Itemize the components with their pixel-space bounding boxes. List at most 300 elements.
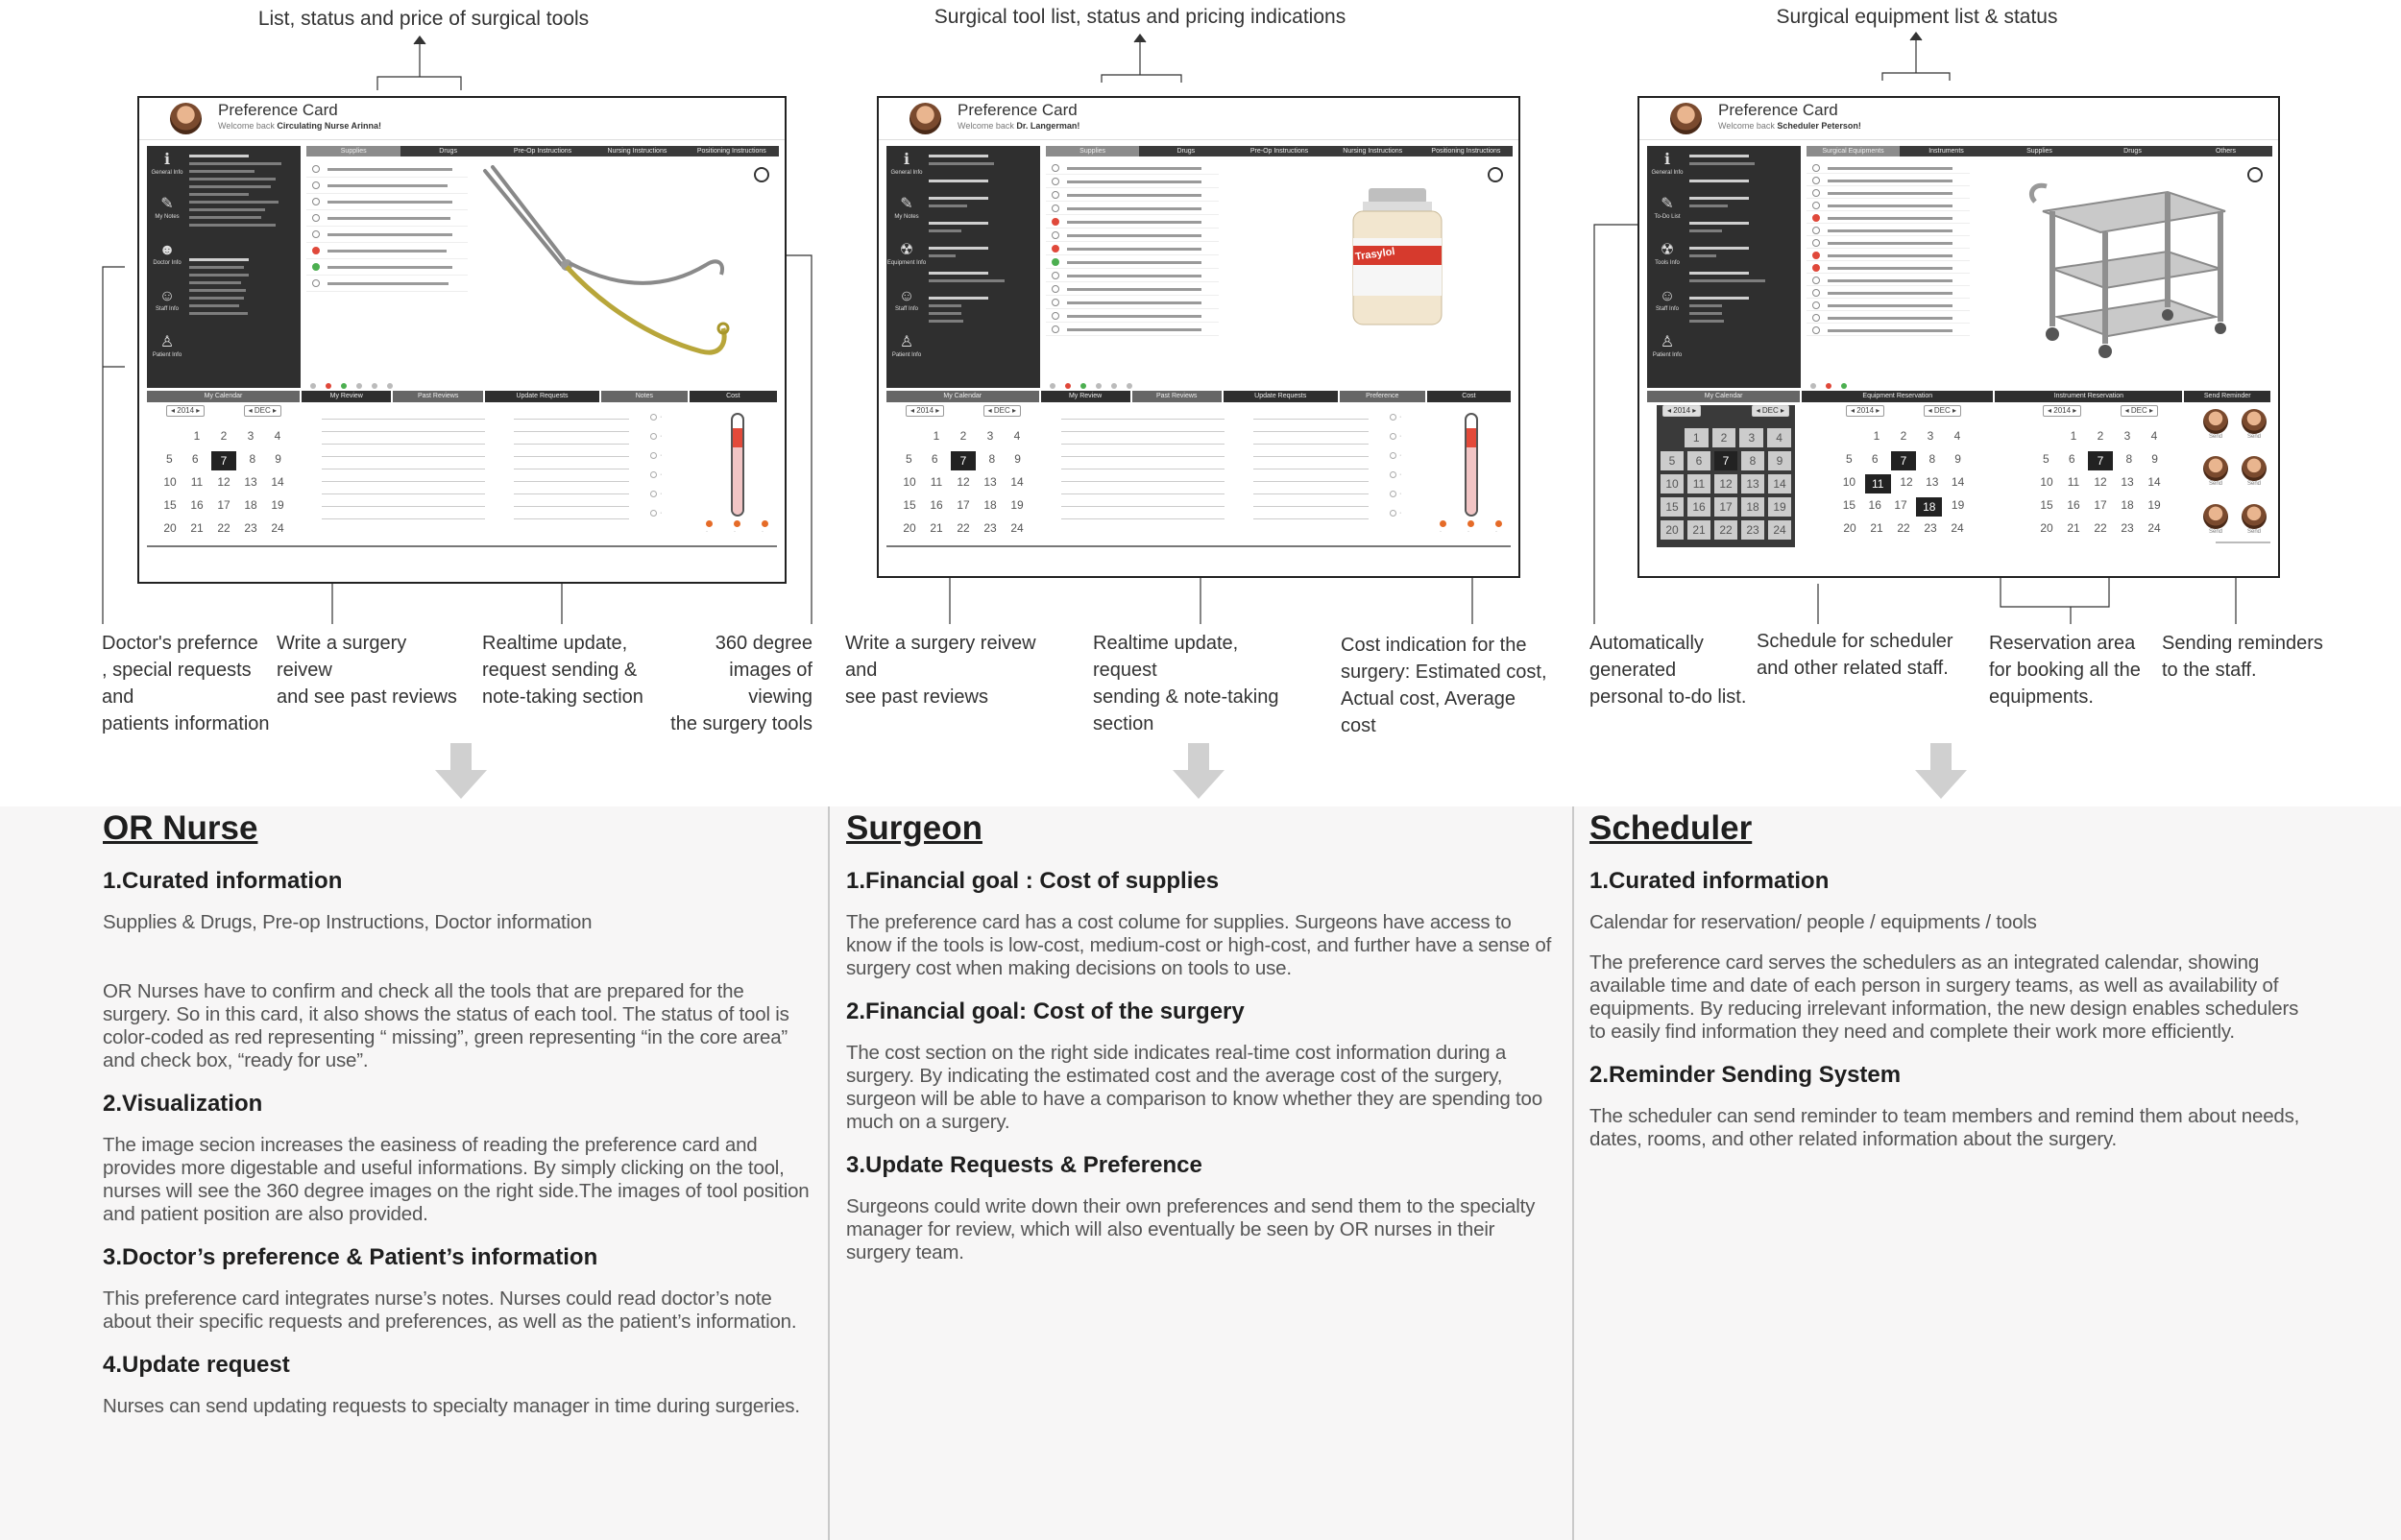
calendar-day-selected[interactable]: 11 (1865, 474, 1891, 493)
tab-instruments[interactable]: Instruments (1900, 146, 1993, 156)
calendar-day[interactable]: 17 (2094, 498, 2107, 512)
sidebar-item-staff-info[interactable] (886, 288, 927, 313)
calendar-day[interactable]: 24 (271, 521, 284, 535)
tab-supplies[interactable]: Supplies (306, 146, 400, 156)
tab-cost[interactable]: Cost (1427, 391, 1511, 402)
sidebar-label: Staff Info (1656, 306, 1679, 312)
calendar-day[interactable]: 9 (2151, 452, 2158, 466)
calendar-day[interactable]: 11 (190, 475, 204, 489)
table-row[interactable] (1807, 236, 1970, 249)
calendar-day[interactable]: 1 (2070, 429, 2077, 443)
calendar-day[interactable]: 21 (930, 521, 943, 535)
tab-my-calendar[interactable]: My Calendar (1647, 391, 1800, 402)
table-row[interactable] (1807, 186, 1970, 199)
table-row[interactable] (1807, 274, 1970, 286)
tab-cost[interactable]: Cost (690, 391, 777, 402)
tab-bar (1046, 146, 1513, 156)
tab-others[interactable]: Others (2179, 146, 2272, 156)
table-row[interactable] (1046, 309, 1219, 323)
calendar-day[interactable]: 12 (217, 475, 230, 489)
tab-surgical-equipments[interactable]: Surgical Equipments (1807, 146, 1900, 156)
calendar-day[interactable]: 4 (1953, 429, 1961, 443)
calendar-day[interactable]: 10 (903, 475, 916, 489)
tool-360-image[interactable] (475, 159, 777, 373)
calendar-day[interactable]: 14 (1010, 475, 1024, 489)
table-row[interactable] (1807, 299, 1970, 311)
calendar-day[interactable]: 3 (247, 429, 255, 443)
tab-update-requests[interactable]: Update Requests (485, 391, 599, 402)
annotation-surgeon-realtime (1093, 630, 1304, 737)
tab-supplies[interactable]: Supplies (1046, 146, 1139, 156)
table-row[interactable] (306, 276, 468, 292)
tab-positioning[interactable]: Positioning Instructions (1419, 146, 1513, 156)
calendar-day[interactable]: 16 (1687, 497, 1710, 517)
calendar-day[interactable]: 17 (1894, 498, 1907, 512)
annotation-line: Realtime update, request (1093, 633, 1239, 681)
month-selector[interactable]: ◂ DEC ▸ (244, 405, 281, 417)
calendar-day[interactable]: 3 (986, 429, 994, 443)
calendar-day[interactable]: 19 (1010, 498, 1024, 512)
calendar-day[interactable]: 16 (190, 498, 204, 512)
calendar-day[interactable]: 17 (1714, 497, 1737, 517)
sidebar-item-staff-info[interactable] (147, 288, 187, 313)
calendar-day[interactable]: 3 (1739, 428, 1763, 447)
table-row[interactable] (1046, 269, 1219, 282)
annotation-surgeon-cost (1341, 632, 1552, 739)
calendar-day[interactable]: 17 (957, 498, 970, 512)
table-row[interactable] (1046, 242, 1219, 255)
calendar-day[interactable]: 13 (1926, 475, 1939, 489)
calendar-day[interactable]: 2 (1712, 428, 1736, 447)
calendar-day[interactable]: 4 (1767, 428, 1791, 447)
calendar-day[interactable]: 24 (1010, 521, 1024, 535)
calendar-day[interactable]: 5 (1846, 452, 1853, 466)
tab-positioning[interactable]: Positioning Instructions (685, 146, 779, 156)
column-divider (828, 806, 830, 1540)
year-selector[interactable]: ◂ 2014 ▸ (906, 405, 944, 417)
calendar-day[interactable]: 16 (930, 498, 943, 512)
bottom-tab-bar (886, 391, 1511, 402)
calendar-day[interactable]: 21 (1687, 520, 1710, 540)
tab-my-review[interactable]: My Review (1041, 391, 1130, 402)
year-selector[interactable]: ◂ 2014 ▸ (166, 405, 205, 417)
calendar-day[interactable]: 14 (1951, 475, 1965, 489)
calendar-day[interactable]: 20 (2040, 521, 2053, 535)
calendar-day[interactable]: 6 (1687, 451, 1710, 470)
calendar-day[interactable]: 24 (1951, 521, 1964, 535)
table-row[interactable] (306, 259, 468, 276)
calendar-day[interactable]: 12 (2094, 475, 2107, 489)
calendar-day[interactable]: 10 (1661, 474, 1684, 493)
annotation-line: for booking all the (1989, 660, 2141, 681)
calendar-day[interactable] (1659, 426, 1683, 449)
send-button[interactable]: · (650, 445, 689, 465)
update-requests-input[interactable] (514, 407, 629, 541)
send-button[interactable]: · (1390, 465, 1428, 484)
staff-member[interactable] (2235, 456, 2273, 495)
tab-pre-op[interactable]: Pre-Op Instructions (1232, 146, 1325, 156)
cost-indicators: · · · (706, 520, 768, 535)
calendar-day[interactable]: 6 (931, 452, 938, 466)
table-row[interactable] (1807, 161, 1970, 174)
calendar-day[interactable]: 2 (1900, 429, 1907, 443)
staff-icon: ☺ (158, 288, 176, 304)
preference-notes (189, 150, 298, 384)
calendar-day-selected[interactable]: 18 (1916, 497, 1942, 517)
sidebar-item-general-info[interactable] (886, 152, 927, 177)
calendar-day[interactable]: 8 (2125, 452, 2133, 466)
calendar-day[interactable]: 12 (1714, 474, 1737, 493)
year-selector[interactable]: ◂ 2014 ▸ (2043, 405, 2081, 417)
equipment-image[interactable] (1985, 159, 2270, 373)
table-row[interactable] (306, 161, 468, 178)
welcome-line (218, 121, 381, 131)
send-button[interactable]: · (650, 465, 689, 484)
table-row[interactable] (1046, 323, 1219, 336)
send-button[interactable]: · (1390, 503, 1428, 522)
table-row[interactable] (1807, 199, 1970, 211)
calendar-day[interactable]: 16 (2067, 498, 2080, 512)
calendar-day[interactable]: 15 (1842, 498, 1856, 512)
tab-supplies[interactable]: Supplies (1993, 146, 2086, 156)
sidebar-item-patient-info[interactable] (1647, 334, 1687, 359)
send-button[interactable]: · (650, 407, 689, 426)
pencil-icon: ✎ (900, 196, 913, 212)
table-row[interactable] (306, 243, 468, 259)
forceps-image (475, 159, 764, 373)
calendar-day[interactable]: 21 (1870, 521, 1883, 535)
caption-nurse-top: List, status and price of surgical tools (257, 8, 590, 30)
sidebar-item-patient-info[interactable] (147, 334, 187, 359)
welcome-line (1718, 121, 1861, 131)
calendar-day[interactable]: 22 (957, 521, 970, 535)
calendar-day[interactable]: 6 (191, 452, 199, 466)
calendar-day[interactable]: 1 (933, 429, 940, 443)
sidebar-item-doctor-info[interactable] (147, 242, 187, 267)
calendar-day[interactable]: 9 (1014, 452, 1021, 466)
tab-drugs[interactable]: Drugs (2086, 146, 2179, 156)
tab-pre-op[interactable]: Pre-Op Instructions (496, 146, 590, 156)
supply-table (306, 161, 468, 374)
my-review-input[interactable] (322, 407, 485, 541)
tab-drugs[interactable]: Drugs (400, 146, 495, 156)
tab-nursing[interactable]: Nursing Instructions (590, 146, 684, 156)
calendar-day[interactable]: 16 (1868, 498, 1881, 512)
month-selector[interactable]: ◂ DEC ▸ (1924, 405, 1961, 417)
annotation-line: see past reviews (845, 686, 988, 708)
cost-indicators: · · · (1440, 520, 1502, 535)
tab-equipment-reservation[interactable]: Equipment Reservation (1802, 391, 1993, 402)
send-button[interactable]: · (650, 503, 689, 522)
table-row[interactable] (1807, 174, 1970, 186)
staff-member[interactable] (2196, 456, 2235, 495)
calendar-day[interactable]: 12 (957, 475, 970, 489)
calendar-day[interactable]: 15 (2040, 498, 2053, 512)
tab-drugs[interactable]: Drugs (1139, 146, 1232, 156)
tab-instrument-reservation[interactable]: Instrument Reservation (1995, 391, 2182, 402)
welcome-text: Welcome back (1718, 121, 1775, 131)
send-button[interactable]: · (650, 484, 689, 503)
calendar-day[interactable]: 23 (244, 521, 257, 535)
calendar-day[interactable]: 15 (163, 498, 177, 512)
tab-preference[interactable]: Preference (1340, 391, 1425, 402)
table-row[interactable] (1807, 261, 1970, 274)
table-row[interactable] (1046, 202, 1219, 215)
rotate-360-icon[interactable] (754, 167, 769, 182)
calendar-day[interactable]: 2 (2097, 429, 2104, 443)
nurse-preference-card (137, 96, 787, 584)
calendar-day[interactable]: 23 (1924, 521, 1937, 535)
sidebar-item-general-info[interactable] (1647, 152, 1687, 177)
sidebar-label: My Notes (894, 214, 919, 220)
calendar-day[interactable]: 11 (2067, 475, 2080, 489)
section-text: Calendar for reservation/ people / equipments / tools (1589, 911, 2037, 933)
calendar-day[interactable]: 23 (1741, 520, 1764, 540)
send-label[interactable]: Send (2246, 481, 2261, 488)
calendar-day[interactable]: 10 (2040, 475, 2053, 489)
calendar-grid (896, 426, 1031, 541)
calendar-day[interactable]: 1 (1685, 428, 1709, 447)
tab-my-calendar[interactable]: My Calendar (886, 391, 1039, 402)
equipment-reservation-calendar (1827, 405, 1980, 549)
calendar-day[interactable] (1836, 426, 1863, 449)
table-row[interactable] (1807, 286, 1970, 299)
calendar-day[interactable]: 8 (988, 452, 996, 466)
calendar-day[interactable]: 14 (271, 475, 284, 489)
tab-my-calendar[interactable]: My Calendar (147, 391, 300, 402)
send-button[interactable]: · (1390, 484, 1428, 503)
calendar-day[interactable]: 20 (903, 521, 916, 535)
calendar-day[interactable]: 24 (2147, 521, 2161, 535)
card-title: Preference Card (1718, 101, 1838, 119)
annotation-line: Actual cost, Average cost (1341, 688, 1516, 736)
calendar-day[interactable]: 18 (1741, 497, 1764, 517)
annotation-line: request sending & (482, 660, 638, 681)
table-row[interactable] (1046, 229, 1219, 242)
calendar-day[interactable]: 17 (217, 498, 230, 512)
table-row[interactable] (1807, 249, 1970, 261)
calendar-day-selected[interactable]: 7 (211, 451, 237, 470)
calendar-day[interactable]: 3 (1927, 429, 1934, 443)
calendar-day[interactable]: 9 (1954, 452, 1961, 466)
tab-past-reviews[interactable]: Past Reviews (1132, 391, 1222, 402)
role-title: OR Nurse (103, 809, 258, 847)
update-requests-input[interactable] (1253, 407, 1369, 541)
calendar-day-selected[interactable]: 7 (1891, 451, 1917, 470)
send-button[interactable]: · (1390, 445, 1428, 465)
rotate-360-icon[interactable] (1488, 167, 1503, 182)
send-label[interactable]: Send (2208, 481, 2222, 488)
calendar-day[interactable]: 1 (1873, 429, 1880, 443)
calendar-day[interactable]: 4 (1013, 429, 1021, 443)
send-label[interactable]: Send (2208, 528, 2222, 535)
sidebar-item-general-info[interactable] (147, 152, 187, 177)
sidebar-item-my-notes[interactable] (886, 196, 927, 221)
send-button[interactable]: · (1390, 426, 1428, 445)
calendar-day[interactable]: 8 (1741, 451, 1764, 470)
table-row[interactable] (1807, 324, 1970, 336)
calendar-day[interactable]: 19 (1951, 498, 1965, 512)
calendar-day[interactable]: 5 (906, 452, 912, 466)
calendar-day[interactable]: 22 (217, 521, 230, 535)
send-button[interactable]: · (1390, 407, 1428, 426)
tab-nursing[interactable]: Nursing Instructions (1326, 146, 1419, 156)
annotation-line: , special requests and (102, 660, 252, 708)
send-button[interactable]: · (650, 426, 689, 445)
table-row[interactable] (306, 178, 468, 194)
calendar-day[interactable]: 14 (2147, 475, 2161, 489)
calendar-day[interactable]: 22 (1897, 521, 1910, 535)
calendar-day[interactable]: 20 (1661, 520, 1684, 540)
send-label[interactable]: Send (2246, 528, 2261, 535)
calendar-day[interactable]: 21 (2067, 521, 2080, 535)
calendar-day[interactable]: 2 (959, 429, 967, 443)
calendar-day[interactable]: 13 (244, 475, 257, 489)
patient-icon: ♙ (899, 334, 914, 350)
calendar-day[interactable]: 15 (903, 498, 916, 512)
calendar-day[interactable]: 12 (1900, 475, 1913, 489)
my-review-input[interactable] (1061, 407, 1225, 541)
calendar-day[interactable]: 22 (2094, 521, 2107, 535)
sidebar-item-to-do-list[interactable] (1647, 196, 1687, 221)
section-heading: 3.Update Requests & Preference (846, 1152, 1202, 1178)
month-selector[interactable]: ◂ DEC ▸ (983, 405, 1021, 417)
calendar-day[interactable]: 19 (271, 498, 284, 512)
calendar-day[interactable]: 13 (2121, 475, 2134, 489)
table-row[interactable] (1046, 188, 1219, 202)
calendar-day[interactable]: 5 (2043, 452, 2049, 466)
calendar-day[interactable]: 15 (1661, 497, 1684, 517)
year-selector[interactable]: ◂ 2014 ▸ (1662, 405, 1701, 417)
cost-thermometer (731, 413, 744, 517)
tab-notes[interactable]: Notes (601, 391, 687, 402)
table-row[interactable] (1046, 161, 1219, 175)
calendar-day[interactable]: 13 (1741, 474, 1764, 493)
calendar-day-selected[interactable]: 7 (2088, 451, 2114, 470)
calendar-day[interactable]: 11 (930, 475, 943, 489)
table-row[interactable] (1807, 311, 1970, 324)
calendar-day[interactable]: 19 (2147, 498, 2161, 512)
table-row[interactable] (1046, 215, 1219, 229)
table-row[interactable] (1046, 255, 1219, 269)
equipment-table (1807, 161, 1970, 374)
calendar-day[interactable]: 10 (1842, 475, 1856, 489)
sidebar-item-staff-info[interactable] (1647, 288, 1687, 313)
calendar-day[interactable]: 19 (1768, 497, 1791, 517)
section-text: The scheduler can send reminder to team members and remind them about needs, dates, rooms, and other related information about the surgery. (1589, 1105, 2300, 1150)
annotation-line: Realtime update, (482, 633, 628, 654)
table-row[interactable] (1807, 224, 1970, 236)
calendar-day[interactable]: 20 (163, 521, 177, 535)
calendar-day[interactable]: 23 (2121, 521, 2134, 535)
calendar-day[interactable] (896, 426, 923, 449)
send-label[interactable]: Send (2208, 434, 2222, 440)
sidebar-item-tools-info[interactable] (1647, 242, 1687, 267)
calendar-day[interactable]: 8 (1928, 452, 1936, 466)
send-label[interactable]: Send (2246, 434, 2261, 440)
drug-image[interactable] (1234, 159, 1511, 373)
calendar-day[interactable]: 14 (1768, 474, 1791, 493)
calendar-day[interactable]: 9 (275, 452, 281, 466)
table-row[interactable] (1046, 175, 1219, 188)
calendar-day[interactable]: 6 (2068, 452, 2075, 466)
calendar-day[interactable]: 2 (220, 429, 228, 443)
section-heading: 2.Visualization (103, 1091, 263, 1117)
calendar-day[interactable]: 18 (983, 498, 997, 512)
calendar-day[interactable]: 5 (166, 452, 173, 466)
table-row[interactable] (306, 227, 468, 243)
calendar-day[interactable]: 13 (983, 475, 997, 489)
table-row[interactable] (306, 194, 468, 210)
cart-image (2024, 173, 2235, 365)
table-row[interactable] (1046, 296, 1219, 309)
annotation-line: generated (1589, 660, 1677, 681)
calendar-day[interactable]: 5 (1661, 451, 1684, 470)
calendar-day[interactable]: 21 (190, 521, 204, 535)
calendar-day-selected[interactable]: 7 (951, 451, 977, 470)
calendar-day[interactable]: 11 (1687, 474, 1710, 493)
calendar-day[interactable]: 8 (249, 452, 256, 466)
calendar-day[interactable]: 24 (1768, 520, 1791, 540)
annotation-nurse-review (277, 630, 459, 710)
month-selector[interactable]: ◂ DEC ▸ (2121, 405, 2158, 417)
calendar-day[interactable]: 4 (2150, 429, 2158, 443)
calendar-day[interactable]: 22 (1714, 520, 1737, 540)
calendar-day[interactable]: 1 (193, 429, 201, 443)
table-row[interactable] (1807, 211, 1970, 224)
tab-send-reminder[interactable]: Send Reminder (2184, 391, 2270, 402)
calendar-day[interactable]: 4 (274, 429, 281, 443)
calendar-day[interactable]: 20 (1843, 521, 1856, 535)
staff-member[interactable] (2196, 409, 2235, 448)
sidebar-item-equipment-info[interactable] (886, 242, 927, 267)
annotation-line: sending & note-taking (1093, 686, 1279, 708)
calendar-day[interactable] (2033, 426, 2060, 449)
rotate-360-icon[interactable] (2247, 167, 2263, 182)
calendar-day-selected[interactable]: 7 (1714, 451, 1737, 470)
section-text: Surgeons could write down their own preferences and send them to the specialty manager for review, which will also eventually be seen by OR nurses in their surgery team. (846, 1195, 1536, 1263)
tab-past-reviews[interactable]: Past Reviews (393, 391, 482, 402)
month-selector[interactable]: ◂ DEC ▸ (1752, 405, 1789, 417)
card-title: Preference Card (958, 101, 1078, 119)
annotation-surgeon-review (845, 630, 1066, 710)
radiation-icon: ☢ (1660, 242, 1675, 258)
info-icon: ℹ (163, 152, 171, 168)
staff-member[interactable] (2235, 409, 2273, 448)
year-selector[interactable]: ◂ 2014 ▸ (1846, 405, 1884, 417)
tab-my-review[interactable]: My Review (302, 391, 391, 402)
column-or-nurse (103, 809, 813, 1435)
tab-update-requests[interactable]: Update Requests (1224, 391, 1338, 402)
calendar-day[interactable]: 6 (1871, 452, 1879, 466)
calendar-day[interactable]: 23 (983, 521, 997, 535)
calendar-day[interactable]: 18 (244, 498, 257, 512)
staff-member[interactable] (2196, 504, 2235, 543)
annotation-line: the surgery tools (670, 713, 812, 734)
calendar-grid (2033, 426, 2168, 541)
annotation-line: Sending reminders (2162, 633, 2323, 654)
calendar-day[interactable]: 9 (1768, 451, 1791, 470)
table-row[interactable] (1046, 282, 1219, 296)
calendar-day[interactable]: 3 (2123, 429, 2131, 443)
calendar-day[interactable]: 10 (163, 475, 177, 489)
table-row[interactable] (306, 210, 468, 227)
staff-member[interactable] (2235, 504, 2273, 543)
sidebar-item-my-notes[interactable] (147, 196, 187, 221)
calendar-day[interactable]: 18 (2121, 498, 2134, 512)
sidebar-item-patient-info[interactable] (886, 334, 927, 359)
calendar-day[interactable] (157, 426, 183, 449)
